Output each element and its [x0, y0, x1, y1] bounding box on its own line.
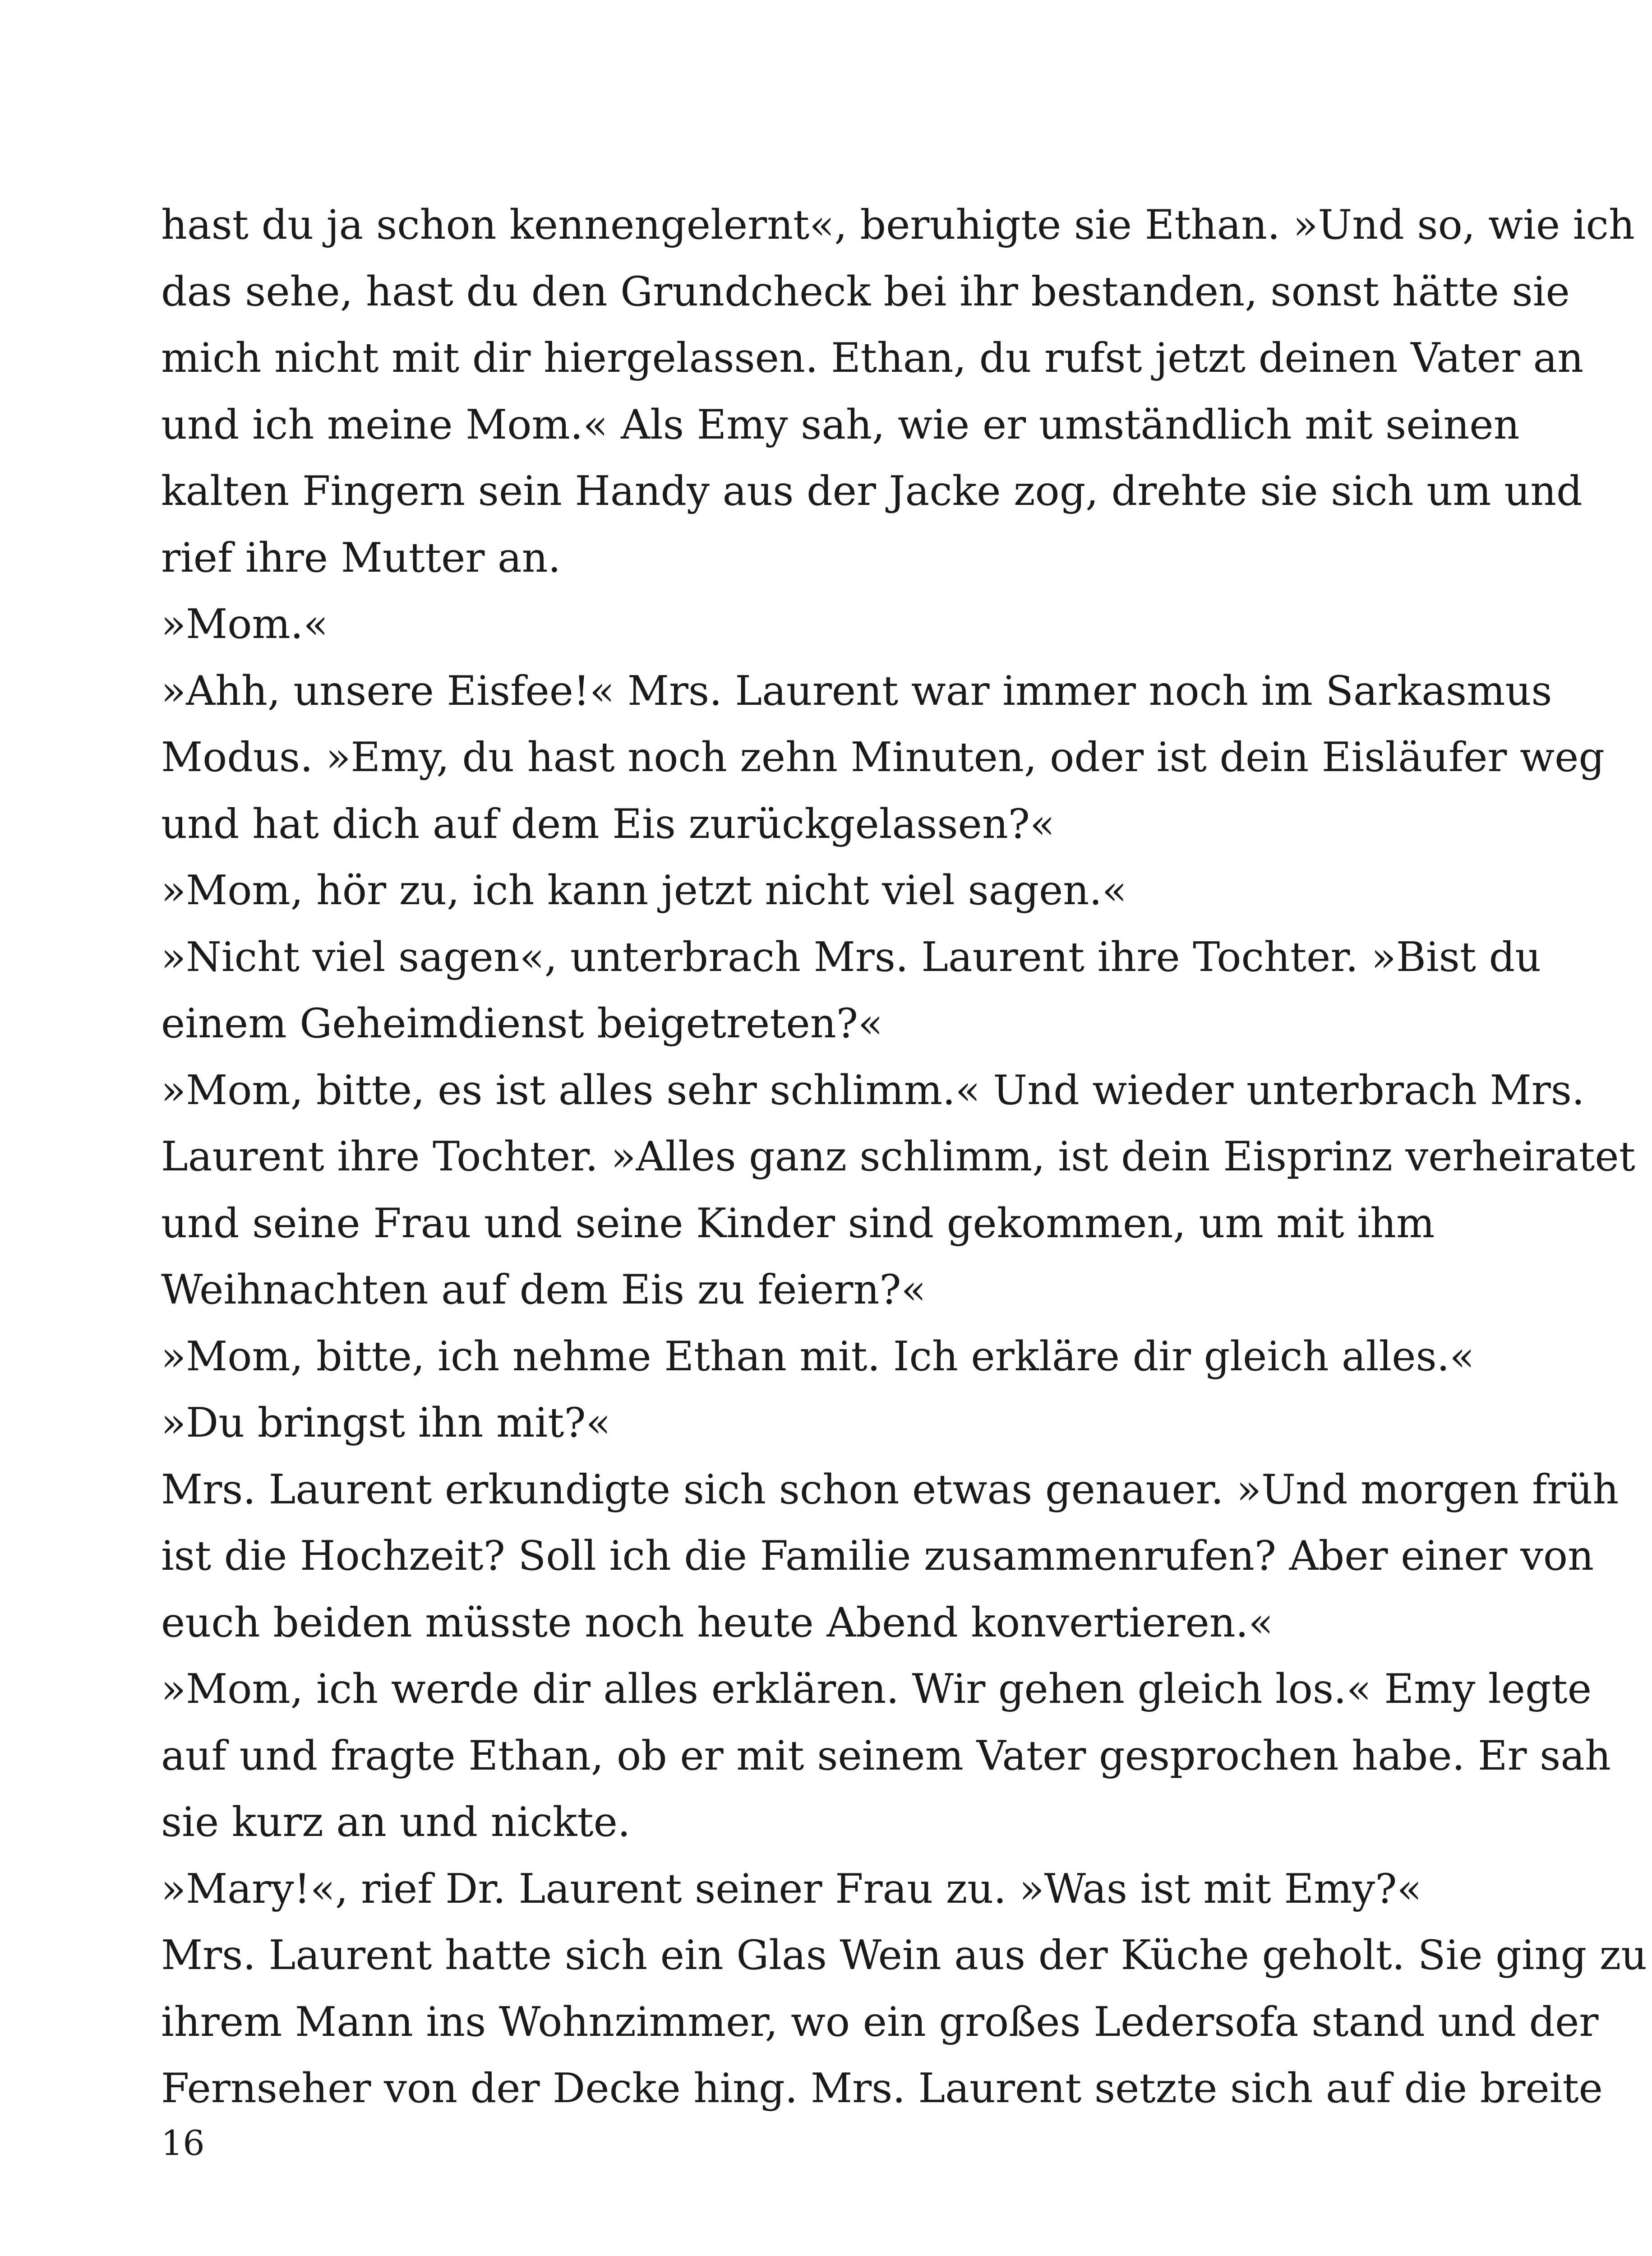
text-line: Mrs. Laurent hatte sich ein Glas Wein aus der Küche geholt. Sie ging zu [161, 1932, 1647, 1979]
text-line: auf und fragte Ethan, ob er mit seinem Vater gesprochen habe. Er sah [161, 1732, 1611, 1780]
page-number: 16 [161, 2123, 205, 2163]
text-line: Modus. »Emy, du hast noch zehn Minuten, oder ist dein Eisläufer weg [161, 734, 1605, 781]
text-line: »Mary!«, rief Dr. Laurent seiner Frau zu. »Was ist mit Emy?« [161, 1865, 1422, 1913]
body-text [161, 192, 1647, 2122]
text-line: einem Geheimdienst beigetreten?« [161, 1000, 883, 1047]
text-line: mich nicht mit dir hiergelassen. Ethan, du rufst jetzt deinen Vater an [161, 334, 1584, 382]
text-line: kalten Fingern sein Handy aus der Jacke zog, drehte sie sich um und [161, 467, 1583, 515]
text-line: Weihnachten auf dem Eis zu feiern?« [161, 1266, 926, 1313]
text-line: »Mom, ich werde dir alles erklären. Wir gehen gleich los.« Emy legte [161, 1665, 1592, 1713]
text-line: ist die Hochzeit? Soll ich die Familie zusammenrufen? Aber einer von [161, 1532, 1594, 1580]
text-line: hast du ja schon kennengelernt«, beruhigte sie Ethan. »Und so, wie ich [161, 201, 1635, 249]
text-line: und hat dich auf dem Eis zurückgelassen?« [161, 800, 1055, 848]
text-line: »Mom, hör zu, ich kann jetzt nicht viel sagen.« [161, 867, 1127, 914]
text-line: »Du bringst ihn mit?« [161, 1399, 611, 1447]
text-line: »Mom, bitte, ich nehme Ethan mit. Ich erkläre dir gleich alles.« [161, 1332, 1475, 1380]
text-line: sie kurz an und nickte. [161, 1798, 631, 1846]
text-line: »Nicht viel sagen«, unterbrach Mrs. Laurent ihre Tochter. »Bist du [161, 933, 1541, 981]
text-line: und seine Frau und seine Kinder sind gekommen, um mit ihm [161, 1199, 1435, 1247]
text-line: Mrs. Laurent erkundigte sich schon etwas genauer. »Und morgen früh [161, 1465, 1619, 1513]
text-line: Fernseher von der Decke hing. Mrs. Laurent setzte sich auf die breite [161, 2065, 1603, 2112]
text-line: euch beiden müsste noch heute Abend konvertieren.« [161, 1599, 1274, 1646]
text-line: ihrem Mann ins Wohnzimmer, wo ein großes Ledersofa stand und der [161, 1998, 1599, 2046]
text-line: Laurent ihre Tochter. »Alles ganz schlimm, ist dein Eisprinz verheiratet [161, 1133, 1635, 1180]
text-line: rief ihre Mutter an. [161, 534, 561, 582]
text-line: das sehe, hast du den Grundcheck bei ihr bestanden, sonst hätte sie [161, 268, 1570, 315]
text-line: und ich meine Mom.« Als Emy sah, wie er umständlich mit seinen [161, 401, 1520, 448]
text-line: »Mom, bitte, es ist alles sehr schlimm.« Und wieder unterbrach Mrs. [161, 1066, 1585, 1114]
text-line: »Mom.« [161, 601, 328, 648]
text-line: »Ahh, unsere Eisfee!« Mrs. Laurent war immer noch im Sarkasmus [161, 667, 1552, 715]
